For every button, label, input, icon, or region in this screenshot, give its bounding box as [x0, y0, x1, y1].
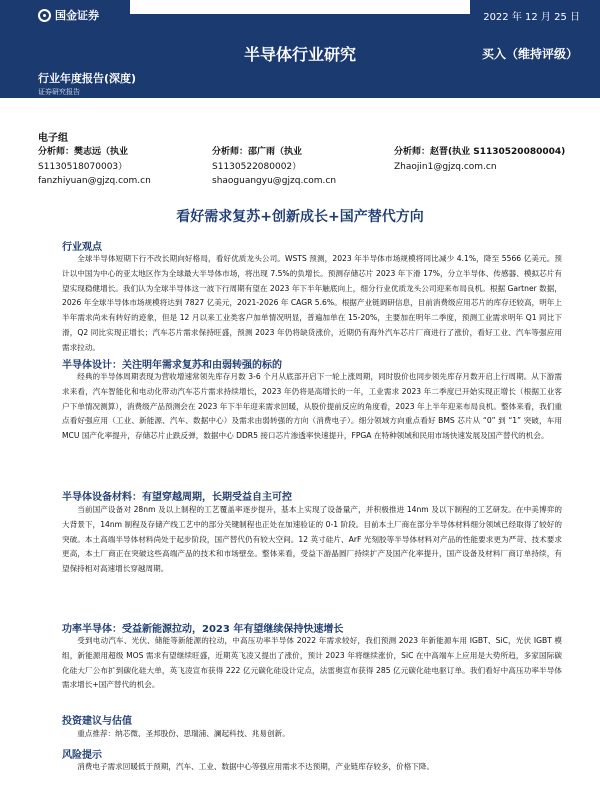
section-title-industry-view: 行业观点 [62, 242, 102, 253]
section-text-equipment: 当前国产设备对 28nm 及以上制程的工艺覆盖率逐步提升，基本上实现了设备量产，并积极推进 14nm 及以下制程的工艺研发。在中美博弈的大背景下，14nm 制程及存储产线工艺中的部分关键制程也正处在加速验证的 0-1 阶段。目前本土厂商在部分半导体材料细分领域已经取得了较好的突破。本土高端半导体材料尚处于起步阶段，国产替代仍有较大空间。12 英寸硅片、ArF 光刻胶等半导体材料对产品的性能要求更为严苛、技术要求更高，本土厂商正在突破这些高端产品的技术和市场壁垒。整体来看，受益下游晶圆厂持续扩产及国产化率提升，国产设备及材料厂商订单持续，有望保持相对高速增长穿越周期。 [62, 505, 562, 574]
report-type: 行业年度报告(深度) [38, 72, 137, 85]
company-logo [38, 7, 99, 23]
section-text-industry-view: 全球半导体短期下行不改长期向好格局，看好优质龙头公司。WSTS 预测，2023 年半导体市场规模将同比减少 4.1%，降至 5566 亿美元。预计以中国为中心的亚太地区作为全球最大半导体市场，将出现 7.5%的负增长。预测存储芯片 2023 年下滑 17%，分立半导体、传感器、模拟芯片有望实现稳健增长。我们认为全球半导体这一波下行周期有望在 2023 年下半年触底向上，细分行业优质龙头公司迎来布局良机。根据 Gartner 数据，2026 年全球半导体市场规模将达到 7827 亿美元，2021-2026 年 CAGR 5.6%。根据产业链调研信息，目前消费级应用芯片的库存还较高，明年上半年需求尚未有转好的迹象，但是 12 月以来工业类客户加单情况明显，普遍加单在 15-20%，主要加在明年二季度，预测工业需求明年 Q1 同比下滑，Q2 同比实现正增长；汽车芯片需求保持旺盛，预测 2023 年仍将缺货涨价，近期仍有海外汽车芯片厂商进行了涨价，看好工业、汽车等强应用需求拉动。 [62, 254, 562, 352]
analyst-email: fanzhiyuan@gjzq.com.cn [38, 176, 151, 186]
logo-text: 国金证券 [55, 9, 99, 22]
section-title-risk: 风险提示 [62, 750, 102, 761]
section-title-investment: 投资建议与估值 [62, 716, 132, 727]
analyst-license: S1130518070003） [38, 161, 128, 172]
section-title-equipment: 半导体设备材料：有望穿越周期，长期受益自主可控 [62, 492, 292, 503]
analyst-name: 分析师：樊志远（执业 [38, 147, 129, 157]
analyst-license: S1130522080002） [212, 161, 302, 172]
analyst-name: 分析师：赵晋(执业 S1130520080004) [394, 147, 566, 157]
analyst-3 [394, 145, 565, 174]
section-title-power: 功率半导体：受益新能源拉动，2023 年有望继续保持快速增长 [62, 624, 344, 635]
headline: 看好需求复苏+创新成长+国产替代方向 [176, 209, 424, 225]
header-blank-strip [130, 0, 470, 14]
analyst-name: 分析师：邵广雨（执业 [212, 147, 303, 157]
team-name: 电子组 [38, 133, 68, 144]
rating-badge: 买入（维持评级） [481, 47, 578, 61]
analyst-2 [212, 145, 336, 189]
analyst-email: Zhaojin1@gjzq.com.cn [394, 161, 497, 172]
section-title-design: 半导体设计：关注明年需求复苏和由弱转强的标的 [62, 360, 282, 371]
report-date: 2022 年 12 月 25 日 [483, 12, 580, 23]
section-text-risk: 消费电子需求回暖低于预期，汽车、工业、数据中心等强应用需求不达预期，产业链库存较多，价格下降。 [77, 762, 435, 771]
analyst-email: shaoguangyu@gjzq.com.cn [212, 176, 337, 186]
section-text-power: 受到电动汽车、光伏、储能等新能源的拉动，中高压功率半导体 2022 年需求较好，我们预测 2023 年新能源车用 IGBT、SiC，光伏 IGBT 模组，新能源用超级 MOS 需求有望继续旺盛，近期英飞凌又提出了涨价，预计 2023 年将继续涨价，SiC 在中高端车上应用是大势所趋，多家国际碳化硅大厂公布扩到碳化硅大单，英飞凌宣布获得 222 亿元碳化硅设计定点，法雷奥宣布获得 285 亿元碳化硅电驱订单。我们看好中高压功率半导体需求增长+国产替代的机会。 [62, 636, 562, 690]
logo-icon [38, 9, 51, 22]
analyst-1 [38, 145, 151, 189]
report-subtitle: 证券研究报告 [38, 88, 80, 96]
section-text-design: 经典的半导体周期表现为营收增速常领先库存月数 3-6 个月从底部开启下一轮上涨周期，同时股价也同步领先库存月数开启上行周期。从下游需求来看，汽车智能化和电动化带动汽车芯片需求持续增长，2023 年仍将是高增长的一年，工业需求 2023 年二季度已开始实现正增长（根据工业客户下单情况测算），消费级产品预测会在 2023 年下半年迎来需求回暖，从股价提前反应的角度看，2023 年上半年迎来布局良机。整体来看，我们重点看好强应用（工业、新能源、汽车、数据中心）及需求由弱转强的方向（消费电子）。细分领域方向重点看好 BMS 芯片从 “0” 到 “1” 突破，车用 MCU 国产化率提升，存储芯片止跌反弹，数据中心 DDR5 接口芯片渗透率快速提升，FPGA 在特种领域和民用市场快速发展及国产替代的机会。 [62, 372, 562, 441]
section-text-investment: 重点推荐：纳芯微、圣邦股份、思瑞浦、澜起科技、兆易创新。 [77, 729, 290, 738]
report-title: 半导体行业研究 [243, 45, 356, 64]
report-header [0, 0, 600, 98]
